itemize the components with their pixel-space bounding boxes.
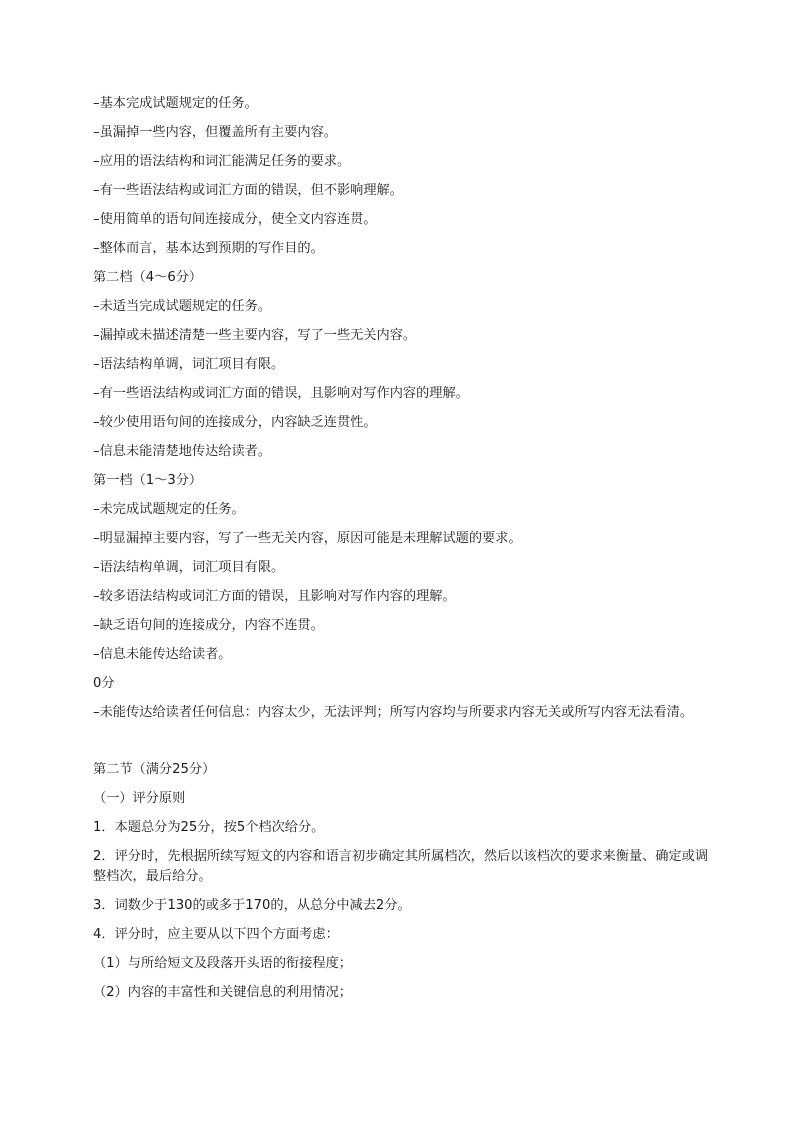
grade-2-heading: 第二档（4～6分）: [93, 270, 203, 285]
criterion-line: –信息未能传达给读者。: [93, 647, 232, 662]
criterion-line: –信息未能清楚地传达给读者。: [93, 444, 272, 459]
criterion-line: –语法结构单调，词汇项目有限。: [93, 357, 285, 372]
section-spacer: [93, 732, 713, 760]
criterion-line: –明显漏掉主要内容，写了一些无关内容，原因可能是未理解试题的要求。: [93, 531, 522, 546]
grade-1-heading: 第一档（1～3分）: [93, 473, 203, 488]
criterion-line: –使用简单的语句间连接成分，使全文内容连贯。: [93, 212, 377, 227]
grade-0-heading: 0分: [93, 676, 115, 691]
criterion-line: –较多语法结构或词汇方面的错误，且影响对写作内容的理解。: [93, 589, 456, 604]
criterion-line: –较少使用语句间的连接成分，内容缺乏连贯性。: [93, 415, 377, 430]
criterion-line: –应用的语法结构和词汇能满足任务的要求。: [93, 154, 351, 169]
criterion-line: –虽漏掉一些内容，但覆盖所有主要内容。: [93, 125, 337, 140]
rule-item: 4．评分时，应主要从以下四个方面考虑：: [93, 927, 339, 942]
rule-item: 1．本题总分为25分，按5个档次给分。: [93, 820, 325, 835]
rule-item: 3．词数少于130的或多于170的，从总分中减去2分。: [93, 898, 411, 913]
criterion-line: –有一些语法结构或词汇方面的错误，且影响对写作内容的理解。: [93, 386, 469, 401]
rule-item: 2．评分时，先根据所续写短文的内容和语言初步确定其所属档次，然后以该档次的要求来衡量、确定或调整档次，最后给分。: [93, 849, 709, 884]
criterion-line: –有一些语法结构或词汇方面的错误，但不影响理解。: [93, 183, 403, 198]
criterion-line: –整体而言，基本达到预期的写作目的。: [93, 241, 324, 256]
criterion-line: –语法结构单调，词汇项目有限。: [93, 560, 285, 575]
grade-0-description: –未能传达给读者任何信息：内容太少，无法评判；所写内容均与所要求内容无关或所写内容无法看清。: [93, 705, 694, 720]
section-2-heading: 第二节（满分25分）: [93, 762, 216, 777]
rule-subitem: （1）与所给短文及段落开头语的衔接程度；: [93, 956, 352, 971]
criterion-line: –未适当完成试题规定的任务。: [93, 299, 272, 314]
criterion-line: –漏掉或未描述清楚一些主要内容，写了一些无关内容。: [93, 328, 417, 343]
document-body: [93, 94, 713, 1012]
criterion-line: –缺乏语句间的连接成分，内容不连贯。: [93, 618, 324, 633]
criterion-line: –基本完成试题规定的任务。: [93, 96, 258, 111]
criterion-line: –未完成试题规定的任务。: [93, 502, 245, 517]
scoring-principles-heading: （一）评分原则: [93, 791, 186, 806]
rule-subitem: （2）内容的丰富性和关键信息的利用情况；: [93, 985, 352, 1000]
